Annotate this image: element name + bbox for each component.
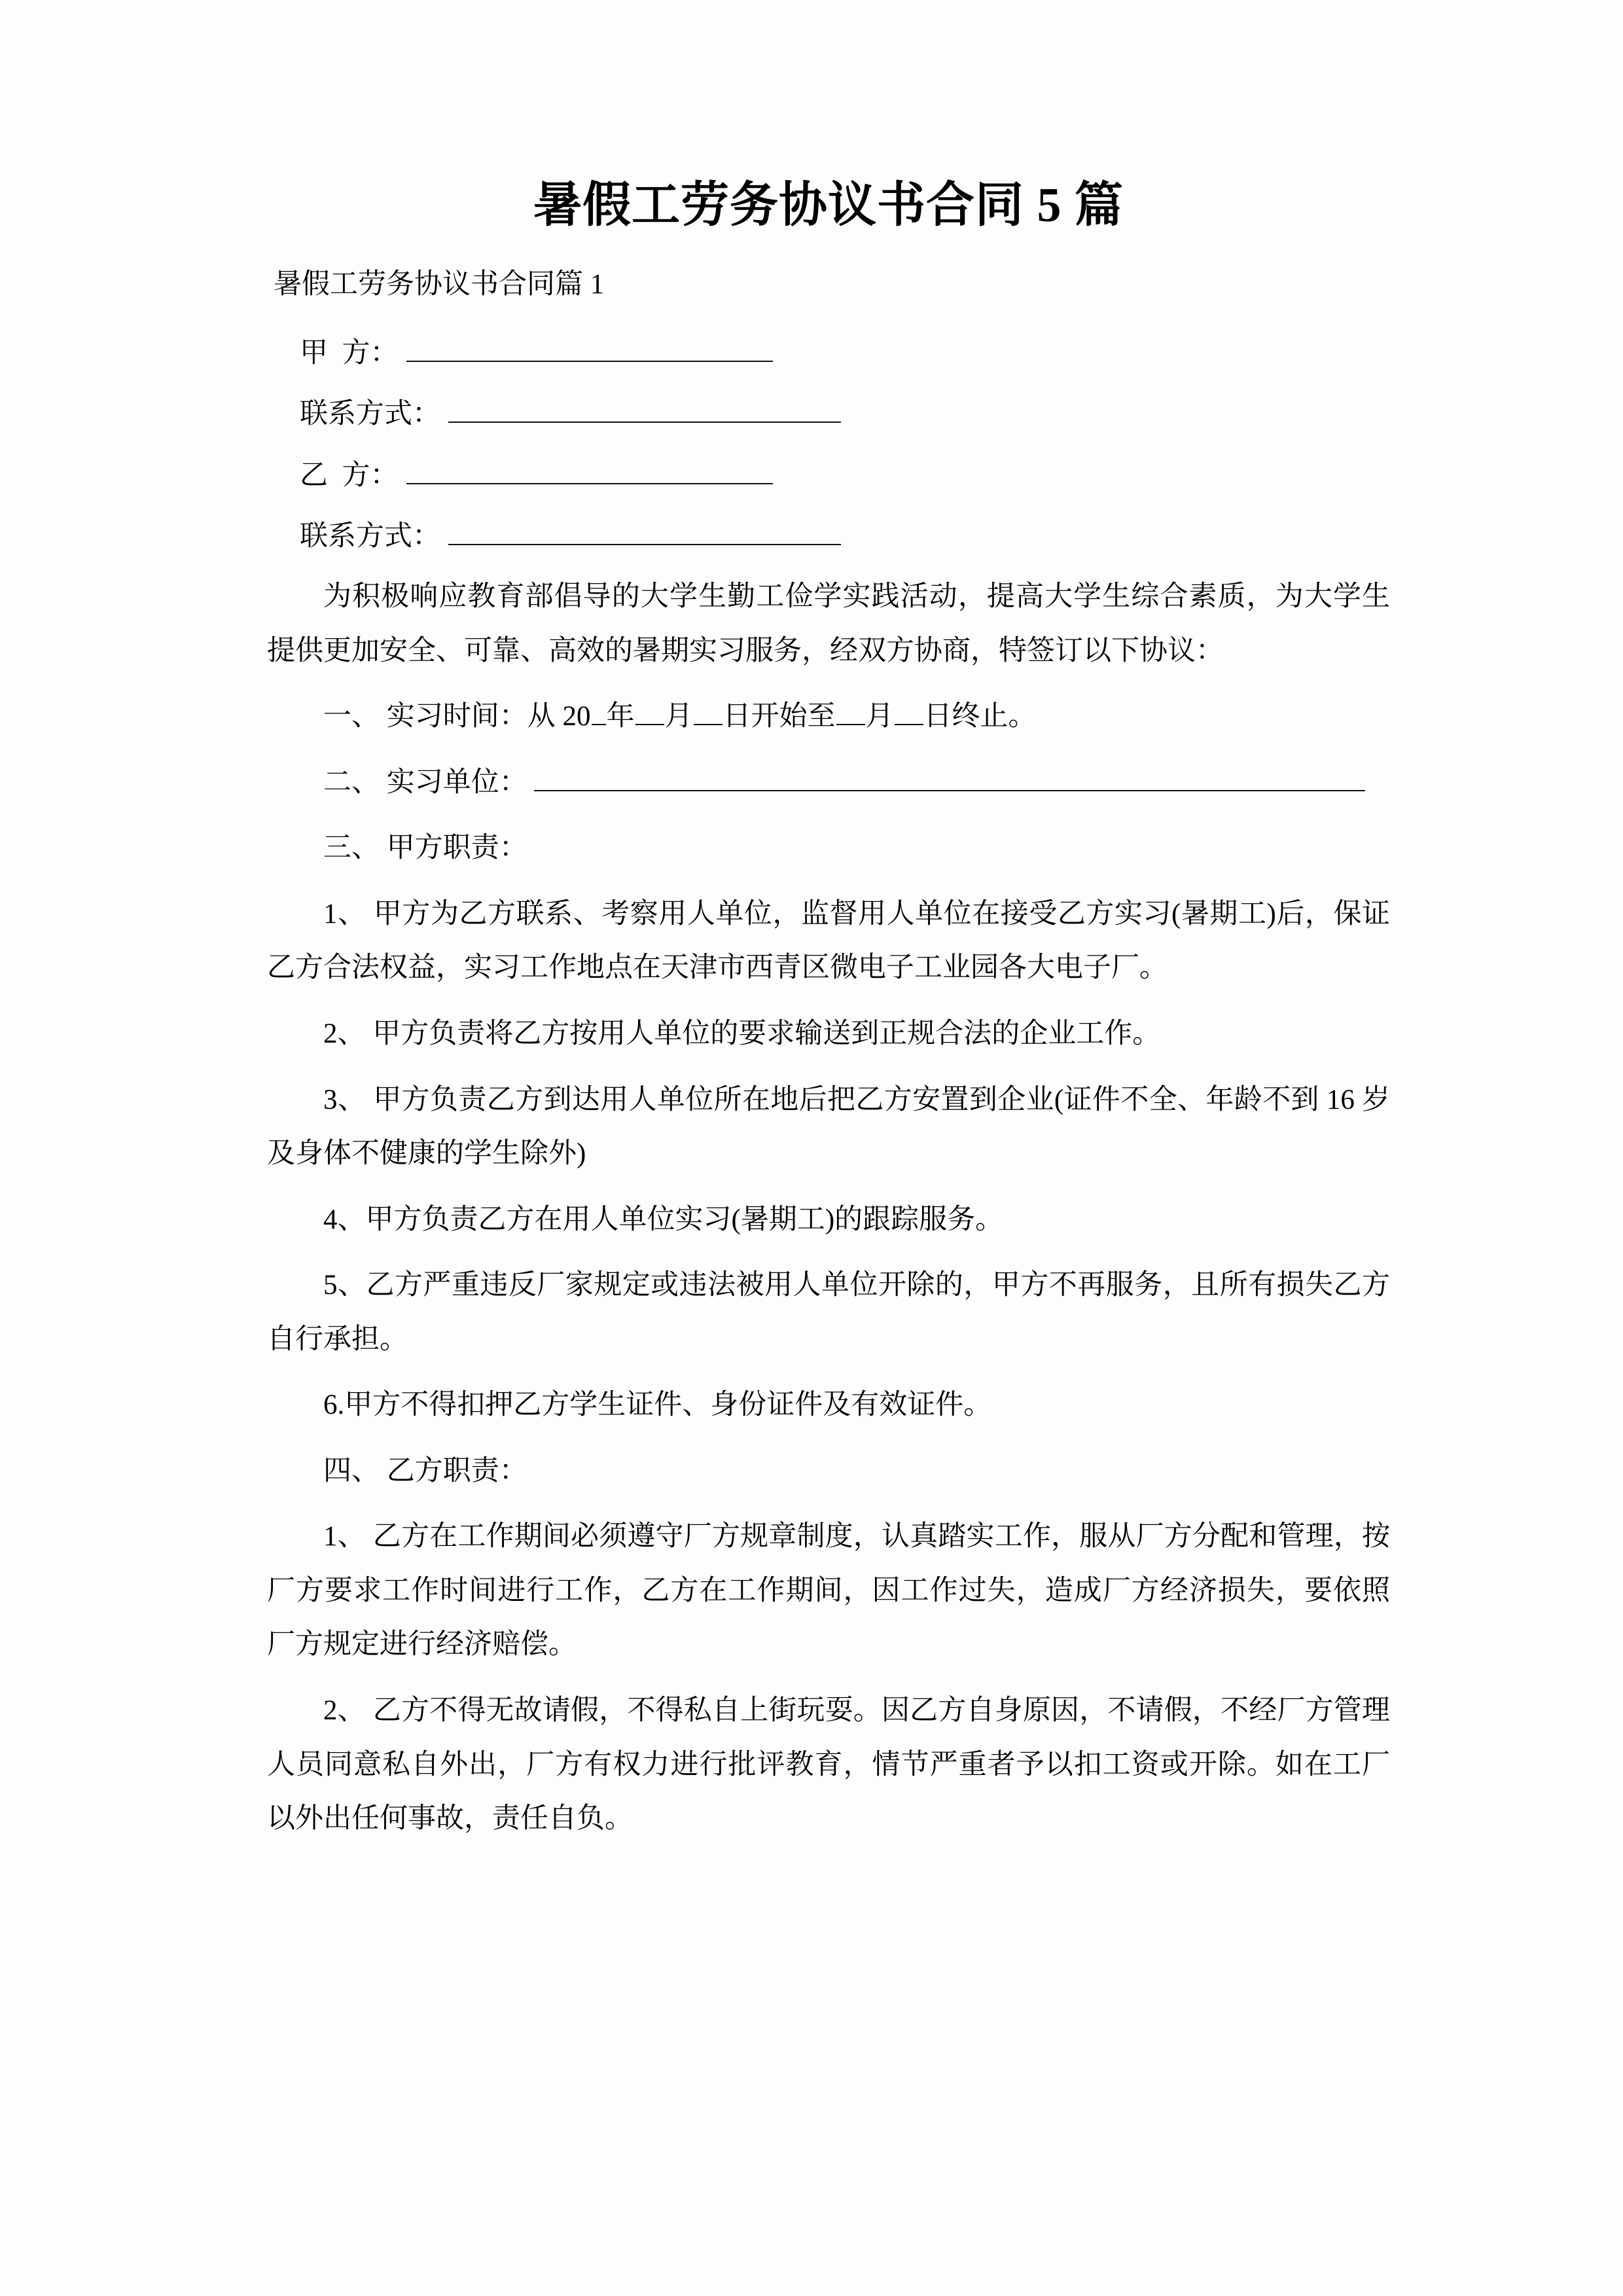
clause-time-month-label: 月: [664, 701, 693, 732]
clause-unit-label: 二、 实习单位：: [323, 766, 527, 798]
start-day-blank[interactable]: [694, 699, 722, 725]
list-item: 5、乙方严重违反厂家规定或违法被用人单位开除的，甲方不再服务，且所有损失乙方自行承担。: [267, 1270, 1390, 1355]
list-item: 2、 甲方负责将乙方按用人单位的要求输送到正规合法的企业工作。: [323, 1018, 1161, 1050]
clause-internship-unit: [267, 744, 1390, 810]
clause-time-end-label: 日终止。: [923, 701, 1037, 732]
page-title: 暑假工劳务协议书合同 5 篇: [533, 179, 1124, 232]
field-party-a-input[interactable]: [406, 334, 773, 362]
list-item: 1、 甲方为乙方联系、考察用人单位，监督用人单位在接受乙方实习(暑期工)后，保证乙方合法权益，实习工作地点在天津市西青区微电子工业园各大电子厂。: [267, 898, 1390, 984]
clause-time-start-label: 日开始至: [722, 701, 836, 732]
clause-time-end-month-label: 月: [865, 701, 894, 732]
end-day-blank[interactable]: [895, 699, 923, 725]
section-heading-party-a-duties: 三、 甲方职责：: [323, 833, 527, 864]
section-heading-party-b-duties: 四、 乙方职责：: [323, 1455, 527, 1486]
field-contact-a-input[interactable]: [448, 396, 841, 423]
field-party-a-label: 甲 方：: [300, 337, 399, 368]
document-content: [267, 0, 1390, 1846]
list-item: 4、甲方负责乙方在用人单位实习(暑期工)的跟踪服务。: [323, 1204, 1004, 1235]
list-item: 6.甲方不得扣押乙方学生证件、身份证件及有效证件。: [323, 1390, 992, 1421]
field-contact-b-label: 联系方式：: [300, 521, 440, 552]
field-contact-a: [267, 367, 1390, 429]
field-contact-b: [267, 490, 1390, 551]
field-party-b-label: 乙 方：: [300, 459, 399, 491]
field-party-b: [267, 428, 1390, 490]
year-blank[interactable]: [592, 699, 606, 725]
clause-internship-time: [267, 678, 1390, 744]
list-item: 1、 乙方在工作期间必须遵守厂方规章制度，认真踏实工作，服从厂方分配和管理，按厂方要求工作时间进行工作，乙方在工作期间，因工作过失，造成厂方经济损失，要依照厂方规定进行经济赔偿。: [267, 1521, 1390, 1660]
field-party-b-input[interactable]: [406, 457, 773, 484]
list-item: 3、 甲方负责乙方到达用人单位所在地后把乙方安置到企业(证件不全、年龄不到 16 岁及身体不健康的学生除外): [267, 1084, 1390, 1170]
clause-unit-input[interactable]: [534, 764, 1365, 791]
list-item: 2、 乙方不得无故请假，不得私自上街玩耍。因乙方自身原因，不请假，不经厂方管理人员同意私自外出，厂方有权力进行批评教育，情节严重者予以扣工资或开除。如在工厂以外出任何事故，责任自负。: [267, 1695, 1390, 1835]
clause-time-year-label: 年: [606, 701, 635, 732]
field-contact-a-label: 联系方式：: [300, 399, 440, 430]
field-contact-b-input[interactable]: [448, 518, 841, 546]
preamble-paragraph: 为积极响应教育部倡导的大学生勤工俭学实践活动，提高大学生综合素质，为大学生提供更加安全、可靠、高效的暑期实习服务，经双方协商，特签订以下协议：: [267, 581, 1390, 666]
end-month-blank[interactable]: [836, 699, 865, 725]
start-month-blank[interactable]: [635, 699, 664, 725]
document-subtitle: 暑假工劳务协议书合同篇 1: [274, 268, 605, 300]
clause-time-prefix: 一、 实习时间：从 20: [323, 701, 591, 732]
field-party-a: [267, 306, 1390, 367]
